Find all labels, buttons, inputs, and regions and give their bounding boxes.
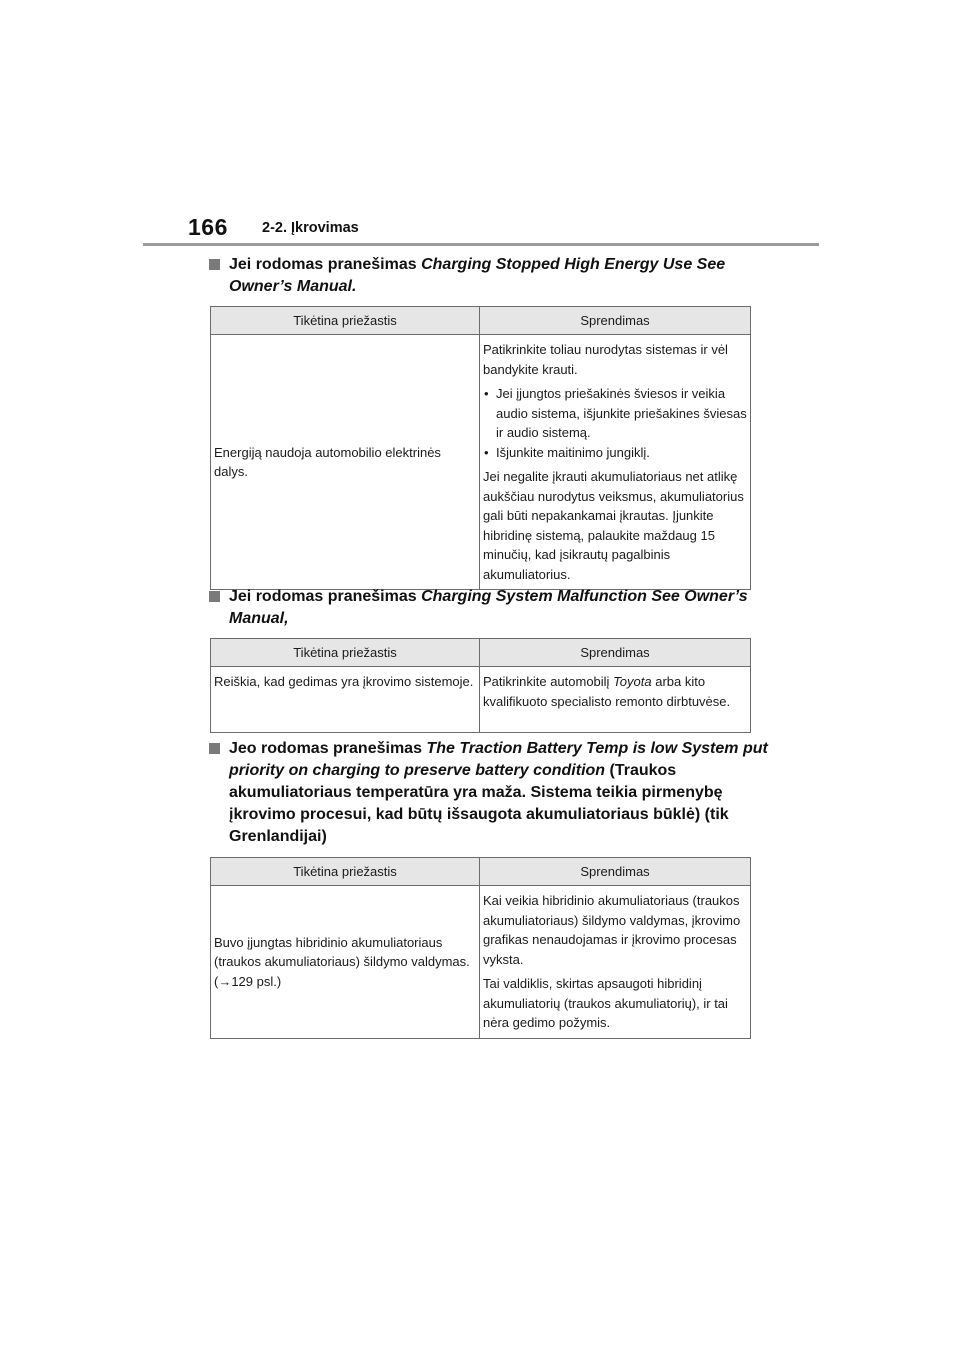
column-header-solution: Sprendimas (480, 858, 751, 886)
solution-intro: Patikrinkite toliau nurodytas sistemas ir vėl bandykite krauti. (483, 342, 728, 377)
subsection-heading-3: Jeo rodomas pranešimas The Traction Battery Temp is low System put priority on charging to preserve battery condition (Traukos akumuliatoriaus temperatūra yra maža. Sistema teikia pirmenybę įkrovimo procesui, kad būtų išsaugota akumuliatoriaus būklė) (tik Grenlandijai) (209, 738, 769, 848)
troubleshooting-table-1 (210, 306, 751, 590)
solution-note: Jei negalite įkrauti akumuliatoriaus net atlikę aukščiau nurodytus veiksmus, akumuliatorius gali būti nepakankamai įkrautas. Įjunkite hibridinę sistemą, palaukite maždaug 15 minučių, kad įsikrautų pagalbinis akumuliatorius. (483, 469, 744, 582)
bullet-item: • Jei įjungtos priešakinės šviesos ir veikia audio sistema, išjunkite priešakines šviesas ir audio sistemą. (483, 384, 747, 443)
solution-paragraph: Tai valdiklis, skirtas apsaugoti hibridinį akumuliatorių (traukos akumuliatorių), ir tai nėra gedimo požymis. (483, 976, 728, 1030)
troubleshooting-table-3 (210, 857, 751, 1039)
cause-cell: Buvo įjungtas hibridinio akumuliatoriaus (traukos akumuliatoriaus) šildymo valdymas. (→129 psl.) (211, 886, 480, 1039)
column-header-cause: Tikėtina priežastis (211, 639, 480, 667)
column-header-cause: Tikėtina priežastis (211, 307, 480, 335)
square-bullet-icon (209, 591, 220, 602)
header-divider (143, 243, 819, 246)
square-bullet-icon (209, 743, 220, 754)
subsection-heading-2: Jei rodomas pranešimas Charging System Malfunction See Owner’s Manual, (209, 586, 769, 630)
solution-paragraph: Kai veikia hibridinio akumuliatoriaus (traukos akumuliatoriaus) šildymo valdymas, įkrovimo grafikas nenaudojamas ir įkrovimo procesas vyksta. (483, 893, 741, 967)
square-bullet-icon (209, 259, 220, 270)
section-title: 2-2. Įkrovimas (262, 220, 359, 236)
solution-cell: Patikrinkite automobilį Toyota arba kito kvalifikuoto specialisto remonto dirbtuvėse. (480, 667, 751, 733)
troubleshooting-table-2 (210, 638, 751, 733)
column-header-solution: Sprendimas (480, 639, 751, 667)
subsection-heading-1: Jei rodomas pranešimas Charging Stopped High Energy Use See Owner’s Manual. (209, 254, 769, 298)
column-header-cause: Tikėtina priežastis (211, 858, 480, 886)
brand-name: Toyota (613, 674, 652, 689)
solution-bullet-list (483, 384, 747, 462)
solution-cell (480, 886, 751, 1039)
bullet-item: • Išjunkite maitinimo jungiklį. (483, 443, 747, 463)
page-number: 166 (188, 214, 228, 240)
column-header-solution: Sprendimas (480, 307, 751, 335)
cause-cell: Reiškia, kad gedimas yra įkrovimo sistemoje. (211, 667, 480, 733)
solution-cell (480, 335, 751, 590)
cause-cell: Energiją naudoja automobilio elektrinės dalys. (211, 335, 480, 590)
